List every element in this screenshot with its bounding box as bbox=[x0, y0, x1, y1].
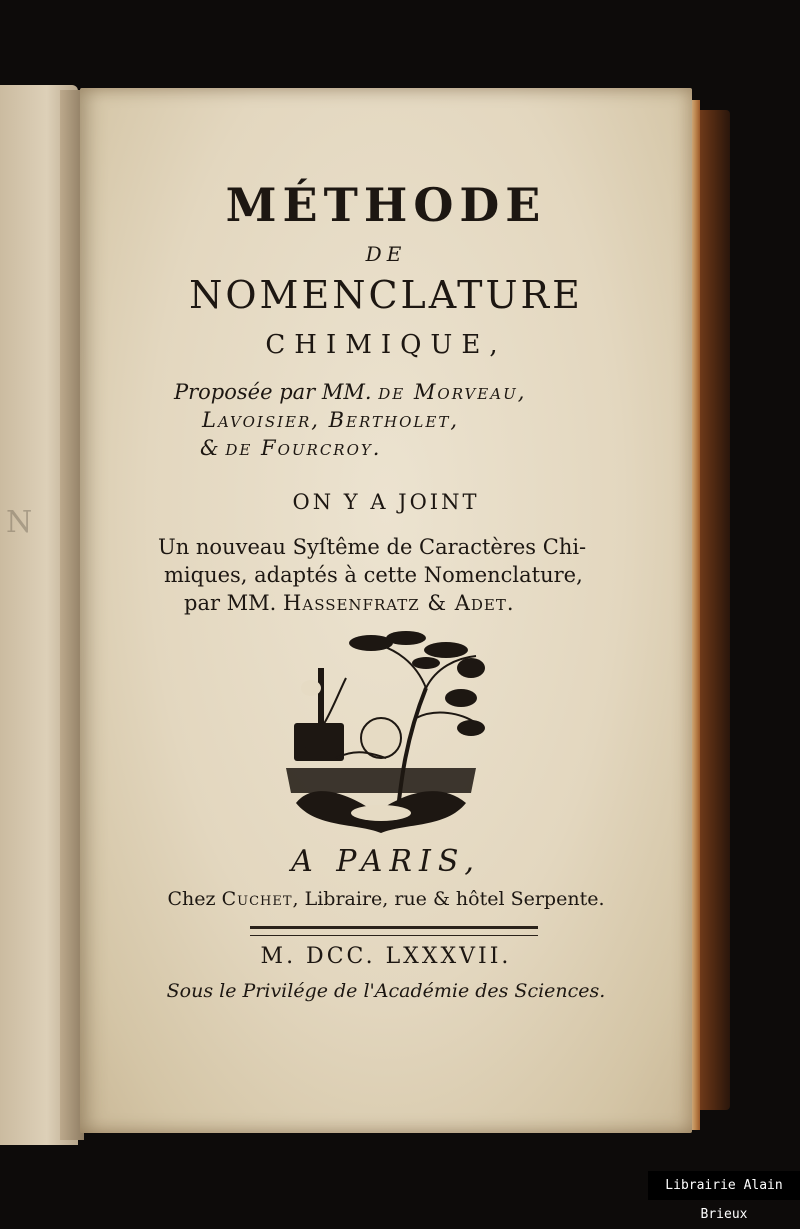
title-chimique: CHIMIQUE, bbox=[265, 330, 507, 360]
authors-line-3 bbox=[174, 434, 526, 462]
imprint-publisher bbox=[80, 888, 692, 910]
imprint-place: A PARIS, bbox=[291, 844, 481, 879]
description-line-2: miques, adaptés à cette Nomenclature, bbox=[164, 563, 583, 587]
photo-credit-watermark: Librairie Alain Brieux bbox=[648, 1171, 800, 1200]
description-block bbox=[158, 533, 586, 617]
authors-ampersand: & bbox=[200, 436, 226, 460]
privilege-line: Sous le Privilége de l'Académie des Sciences. bbox=[166, 980, 606, 1002]
publisher-address: , Libraire, rue & hôtel Serpente. bbox=[292, 888, 605, 910]
description-line-3 bbox=[158, 589, 586, 617]
imprint-year: M. DCC. LXXXVII. bbox=[260, 944, 512, 969]
left-page-bleed-letter: N bbox=[6, 505, 33, 540]
author-fourcroy: de Fourcroy. bbox=[225, 436, 382, 460]
authors-block bbox=[174, 378, 526, 462]
on-y-a-joint: ON Y A JOINT bbox=[292, 490, 480, 514]
printers-vignette bbox=[276, 628, 486, 840]
author-morveau: de Morveau, bbox=[378, 380, 527, 404]
description-line-1: Un nouveau Syſtême de Caractères Chi- bbox=[158, 535, 587, 559]
description-intro: par MM. bbox=[184, 591, 284, 615]
book-title: MÉTHODE bbox=[225, 178, 547, 232]
title-nomenclature: NOMENCLATURE bbox=[189, 273, 583, 317]
authors-line-2: Lavoisier, Bertholet, bbox=[202, 408, 460, 432]
double-rule-divider bbox=[250, 926, 538, 936]
title-de: DE bbox=[365, 242, 407, 266]
authors-line-1 bbox=[174, 378, 526, 406]
hassenfratz-adet: Hassenfratz & Adet. bbox=[283, 591, 515, 615]
authors-intro: Proposée par MM. bbox=[174, 380, 379, 404]
publisher-name: Cuchet bbox=[221, 888, 293, 910]
publisher-intro: Chez bbox=[167, 888, 222, 910]
